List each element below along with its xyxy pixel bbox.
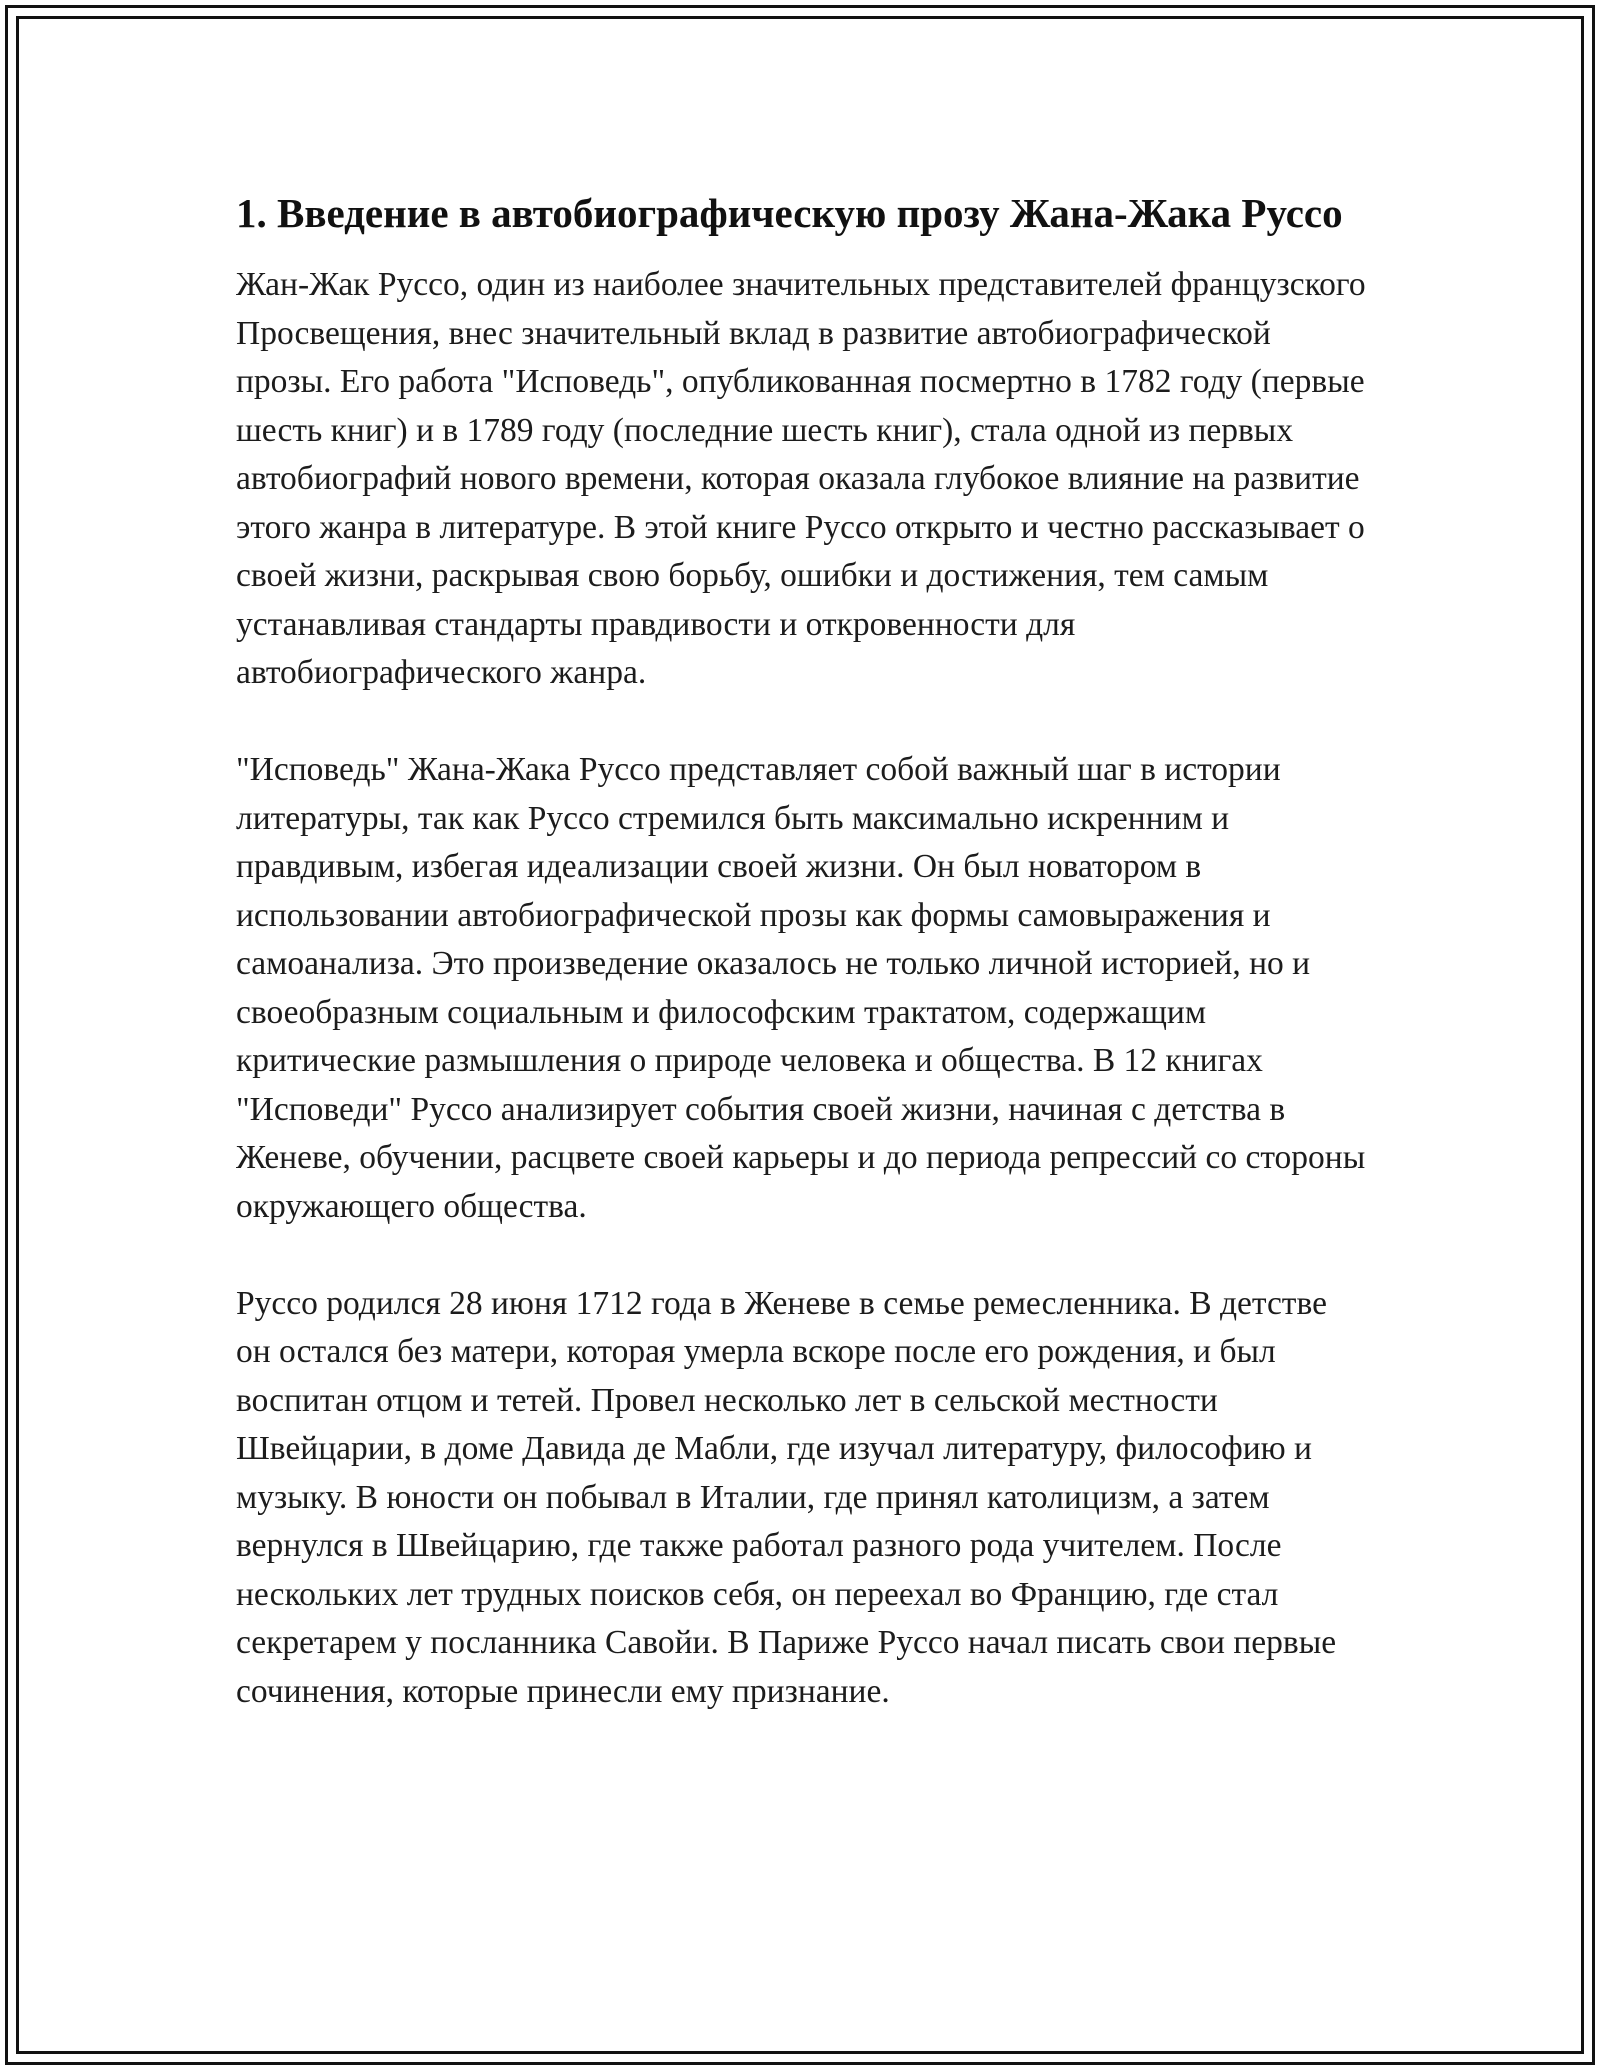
paragraph-biography: Руссо родился 28 июня 1712 года в Женеве в семье ремесленника. В детстве он остался без матери, которая умерла вскоре после его рождения, и был воспитан отцом и тетей. Провел несколько лет в сельской местности Швейцарии, в доме Давида де Мабли, где изучал литературу, философию и музыку. В юности он побывал в Италии, где принял католицизм, а затем вернулся в Швейцарию, где также работал разного рода учителем. После нескольких лет трудных поисков себя, он переехал во Францию, где стал секретарем у посланника Савойи. В Париже Руссо начал писать свои первые сочинения, которые принесли ему признание. — [236, 1284, 1337, 1710]
paragraph-confession: "Исповедь" Жана-Жака Руссо представляет собой важный шаг в истории литературы, так как Руссо стремился быть максимально искренним и правдивым, избегая идеализации своей жизни. Он был новатором в использовании автобиографической прозы как формы самовыражения и самоанализа. Это произведение оказалось не только личной историей, но и своеобразным социальным и философским трактатом, содержащим критические размышления о природе человека и общества. В 12 книгах "Исповеди" Руссо анализирует события своей жизни, начиная с детства в Женеве, обучении, расцвете своей карьеры и до периода репрессий со стороны окружающего общества. — [236, 751, 1366, 1225]
document-body — [236, 186, 1366, 1716]
paragraph-intro: Жан-Жак Руссо, один из наиболее значительных представителей французского Просвещения, внес значительный вклад в развитие автобиографической прозы. Его работа "Исповедь", опубликованная посмертно в 1782 году (первые шесть книг) и в 1789 году (последние шесть книг), стала одной из первых автобиографий нового времени, которая оказала глубокое влияние на развитие этого жанра в литературе. В этой книге Руссо открыто и честно рассказывает о своей жизни, раскрывая свою борьбу, ошибки и достижения, тем самым устанавливая стандарты правдивости и откровенности для автобиографического жанра. — [236, 266, 1366, 691]
section-heading: 1. Введение в автобиографическую прозу Жана-Жака Руссо — [236, 190, 1343, 236]
